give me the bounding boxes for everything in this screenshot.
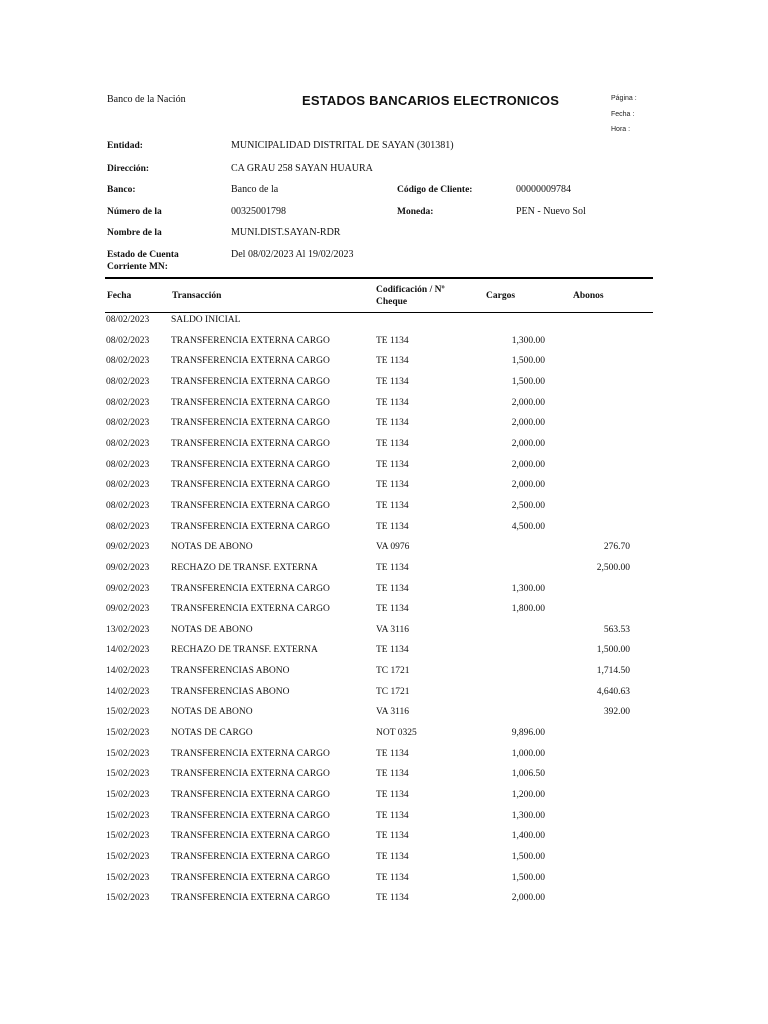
row-transaction: TRANSFERENCIA EXTERNA CARGO xyxy=(171,790,330,800)
row-date: 08/02/2023 xyxy=(106,356,150,367)
row-date: 09/02/2023 xyxy=(106,542,150,553)
numero-value: 00325001798 xyxy=(231,206,286,217)
row-abono: 1,500.00 xyxy=(596,645,630,656)
table-row xyxy=(0,625,768,645)
row-code: TE 1134 xyxy=(376,376,409,387)
table-row xyxy=(0,501,768,521)
table-row xyxy=(0,356,768,376)
row-cargo: 2,000.00 xyxy=(511,459,545,470)
row-code: TE 1134 xyxy=(376,418,409,429)
row-transaction: TRANSFERENCIA EXTERNA CARGO xyxy=(171,480,330,491)
row-date: 09/02/2023 xyxy=(106,562,150,573)
row-transaction: TRANSFERENCIA EXTERNA CARGO xyxy=(171,769,330,780)
row-code: TE 1134 xyxy=(376,438,409,449)
row-code: TE 1134 xyxy=(376,893,409,904)
table-row xyxy=(0,707,768,727)
row-date: 08/02/2023 xyxy=(106,438,150,449)
banco-label: Banco: xyxy=(107,185,136,195)
row-abono: 2,500.00 xyxy=(596,562,630,573)
row-transaction: TRANSFERENCIA EXTERNA CARGO xyxy=(171,459,330,470)
row-cargo: 2,000.00 xyxy=(511,418,545,429)
row-cargo: 1,000.00 xyxy=(511,748,545,759)
row-code: TE 1134 xyxy=(376,748,409,759)
banco-value: Banco de la xyxy=(231,184,279,195)
table-row xyxy=(0,604,768,624)
table-row xyxy=(0,893,768,913)
row-date: 08/02/2023 xyxy=(106,459,150,470)
table-row xyxy=(0,749,768,769)
row-cargo: 9,896.00 xyxy=(511,728,545,738)
row-code: TE 1134 xyxy=(376,356,409,367)
row-date: 15/02/2023 xyxy=(106,810,150,821)
row-cargo: 2,000.00 xyxy=(511,438,545,449)
entidad-value: MUNICIPALIDAD DISTRITAL DE SAYAN (301381) xyxy=(231,140,454,151)
table-top-rule xyxy=(105,277,653,279)
row-cargo: 1,500.00 xyxy=(511,872,545,883)
row-abono: 276.70 xyxy=(603,542,630,553)
row-transaction: TRANSFERENCIAS ABONO xyxy=(171,666,290,676)
row-transaction: TRANSFERENCIAS ABONO xyxy=(171,686,290,697)
col-header-cargos: Cargos xyxy=(486,291,516,301)
row-cargo: 1,500.00 xyxy=(511,376,545,387)
row-code: TE 1134 xyxy=(376,872,409,883)
row-date: 09/02/2023 xyxy=(106,583,150,594)
row-transaction: TRANSFERENCIA EXTERNA CARGO xyxy=(171,376,330,387)
row-code: TE 1134 xyxy=(376,500,409,511)
row-cargo: 1,500.00 xyxy=(511,356,545,367)
codigo-cliente-value: 00000009784 xyxy=(516,184,571,195)
row-abono: 1,714.50 xyxy=(596,666,630,676)
estado-label-line2: Corriente MN: xyxy=(107,262,168,272)
row-code: TE 1134 xyxy=(376,459,409,470)
row-code: TE 1134 xyxy=(376,645,409,656)
row-transaction: TRANSFERENCIA EXTERNA CARGO xyxy=(171,521,330,532)
row-cargo: 1,200.00 xyxy=(511,790,545,800)
row-date: 09/02/2023 xyxy=(106,604,150,615)
table-row xyxy=(0,687,768,707)
moneda-label: Moneda: xyxy=(397,207,434,217)
direccion-value: CA GRAU 258 SAYAN HUAURA xyxy=(231,163,373,174)
row-transaction: NOTAS DE ABONO xyxy=(171,624,253,635)
row-code: TE 1134 xyxy=(376,335,409,346)
row-transaction: TRANSFERENCIA EXTERNA CARGO xyxy=(171,604,330,615)
row-date: 15/02/2023 xyxy=(106,893,150,904)
row-date: 08/02/2023 xyxy=(106,418,150,429)
nombre-value: MUNI.DIST.SAYAN-RDR xyxy=(231,227,341,238)
row-date: 15/02/2023 xyxy=(106,872,150,883)
col-header-codificacion: Codificación / Nº xyxy=(376,285,445,295)
col-header-fecha: Fecha xyxy=(107,291,132,301)
row-cargo: 2,000.00 xyxy=(511,397,545,408)
row-transaction: RECHAZO DE TRANSF. EXTERNA xyxy=(171,645,318,656)
row-transaction: TRANSFERENCIA EXTERNA CARGO xyxy=(171,851,330,862)
row-abono: 563.53 xyxy=(603,624,630,635)
row-code: TC 1721 xyxy=(376,666,410,676)
row-code: TE 1134 xyxy=(376,604,409,615)
row-code: TE 1134 xyxy=(376,769,409,780)
row-cargo: 1,500.00 xyxy=(511,851,545,862)
row-date: 15/02/2023 xyxy=(106,769,150,780)
row-transaction: NOTAS DE CARGO xyxy=(171,728,253,738)
table-row xyxy=(0,418,768,438)
col-header-abonos: Abonos xyxy=(573,291,604,301)
entidad-label: Entidad: xyxy=(107,141,143,151)
row-transaction: NOTAS DE ABONO xyxy=(171,542,253,553)
row-transaction: TRANSFERENCIA EXTERNA CARGO xyxy=(171,810,330,821)
row-code: TE 1134 xyxy=(376,790,409,800)
row-cargo: 4,500.00 xyxy=(511,521,545,532)
table-row xyxy=(0,728,768,748)
table-row xyxy=(0,584,768,604)
row-code: TE 1134 xyxy=(376,521,409,532)
row-date: 08/02/2023 xyxy=(106,315,150,325)
row-date: 08/02/2023 xyxy=(106,335,150,346)
row-transaction: SALDO INICIAL xyxy=(171,315,241,325)
row-date: 15/02/2023 xyxy=(106,707,150,718)
row-cargo: 1,800.00 xyxy=(511,604,545,615)
row-transaction: TRANSFERENCIA EXTERNA CARGO xyxy=(171,356,330,367)
row-cargo: 1,300.00 xyxy=(511,810,545,821)
row-code: TE 1134 xyxy=(376,831,409,842)
row-date: 15/02/2023 xyxy=(106,831,150,842)
direccion-label: Dirección: xyxy=(107,164,150,174)
table-row xyxy=(0,336,768,356)
table-row xyxy=(0,811,768,831)
row-code: TE 1134 xyxy=(376,583,409,594)
row-code: VA 3116 xyxy=(376,624,409,635)
table-row xyxy=(0,852,768,872)
row-date: 15/02/2023 xyxy=(106,851,150,862)
table-row xyxy=(0,542,768,562)
numero-label: Número de la xyxy=(107,207,162,217)
table-row xyxy=(0,769,768,789)
row-transaction: RECHAZO DE TRANSF. EXTERNA xyxy=(171,562,318,573)
row-transaction: TRANSFERENCIA EXTERNA CARGO xyxy=(171,418,330,429)
row-date: 14/02/2023 xyxy=(106,666,150,676)
row-transaction: TRANSFERENCIA EXTERNA CARGO xyxy=(171,893,330,904)
row-cargo: 2,000.00 xyxy=(511,480,545,491)
table-header-rule xyxy=(105,312,653,313)
time-label: Hora : xyxy=(611,126,631,133)
row-date: 14/02/2023 xyxy=(106,645,150,656)
table-row xyxy=(0,460,768,480)
row-transaction: TRANSFERENCIA EXTERNA CARGO xyxy=(171,335,330,346)
row-date: 08/02/2023 xyxy=(106,521,150,532)
row-abono: 4,640.63 xyxy=(596,686,630,697)
moneda-value: PEN - Nuevo Sol xyxy=(516,206,586,217)
col-header-cheque: Cheque xyxy=(376,297,408,307)
codigo-cliente-label: Código de Cliente: xyxy=(397,185,473,195)
row-transaction: TRANSFERENCIA EXTERNA CARGO xyxy=(171,831,330,842)
estado-label-line1: Estado de Cuenta xyxy=(107,250,179,260)
row-transaction: TRANSFERENCIA EXTERNA CARGO xyxy=(171,748,330,759)
row-date: 08/02/2023 xyxy=(106,500,150,511)
row-date: 15/02/2023 xyxy=(106,790,150,800)
row-date: 08/02/2023 xyxy=(106,480,150,491)
row-transaction: TRANSFERENCIA EXTERNA CARGO xyxy=(171,872,330,883)
row-transaction: TRANSFERENCIA EXTERNA CARGO xyxy=(171,500,330,511)
row-cargo: 1,300.00 xyxy=(511,335,545,346)
row-code: VA 0976 xyxy=(376,542,410,553)
row-code: TE 1134 xyxy=(376,810,409,821)
table-row xyxy=(0,666,768,686)
row-cargo: 1,400.00 xyxy=(511,831,545,842)
page-title: ESTADOS BANCARIOS ELECTRONICOS xyxy=(302,93,560,108)
date-label: Fecha : xyxy=(611,111,635,118)
row-date: 13/02/2023 xyxy=(106,624,150,635)
page-number-label: Página : xyxy=(611,95,637,102)
row-code: NOT 0325 xyxy=(376,728,417,738)
table-row xyxy=(0,831,768,851)
row-code: TE 1134 xyxy=(376,562,409,573)
row-cargo: 2,000.00 xyxy=(511,893,545,904)
table-row xyxy=(0,563,768,583)
table-row xyxy=(0,645,768,665)
row-cargo: 1,006.50 xyxy=(511,769,545,780)
table-row xyxy=(0,439,768,459)
row-transaction: NOTAS DE ABONO xyxy=(171,707,253,718)
row-code: TE 1134 xyxy=(376,397,409,408)
table-row xyxy=(0,480,768,500)
table-row xyxy=(0,315,768,335)
estado-value: Del 08/02/2023 Al 19/02/2023 xyxy=(231,249,354,260)
bank-name: Banco de la Nación xyxy=(107,94,186,105)
row-abono: 392.00 xyxy=(603,707,630,718)
table-row xyxy=(0,398,768,418)
table-row xyxy=(0,377,768,397)
nombre-label: Nombre de la xyxy=(107,228,162,238)
row-date: 15/02/2023 xyxy=(106,748,150,759)
table-row xyxy=(0,522,768,542)
row-transaction: TRANSFERENCIA EXTERNA CARGO xyxy=(171,438,330,449)
table-row xyxy=(0,873,768,893)
row-code: TC 1721 xyxy=(376,686,410,697)
row-code: TE 1134 xyxy=(376,851,409,862)
table-row xyxy=(0,790,768,810)
row-code: TE 1134 xyxy=(376,480,409,491)
row-transaction: TRANSFERENCIA EXTERNA CARGO xyxy=(171,583,330,594)
row-date: 15/02/2023 xyxy=(106,728,150,738)
row-date: 08/02/2023 xyxy=(106,397,150,408)
row-transaction: TRANSFERENCIA EXTERNA CARGO xyxy=(171,397,330,408)
row-date: 14/02/2023 xyxy=(106,686,150,697)
row-cargo: 1,300.00 xyxy=(511,583,545,594)
col-header-transaccion: Transacción xyxy=(172,291,222,301)
row-code: VA 3116 xyxy=(376,707,409,718)
row-date: 08/02/2023 xyxy=(106,376,150,387)
row-cargo: 2,500.00 xyxy=(511,500,545,511)
